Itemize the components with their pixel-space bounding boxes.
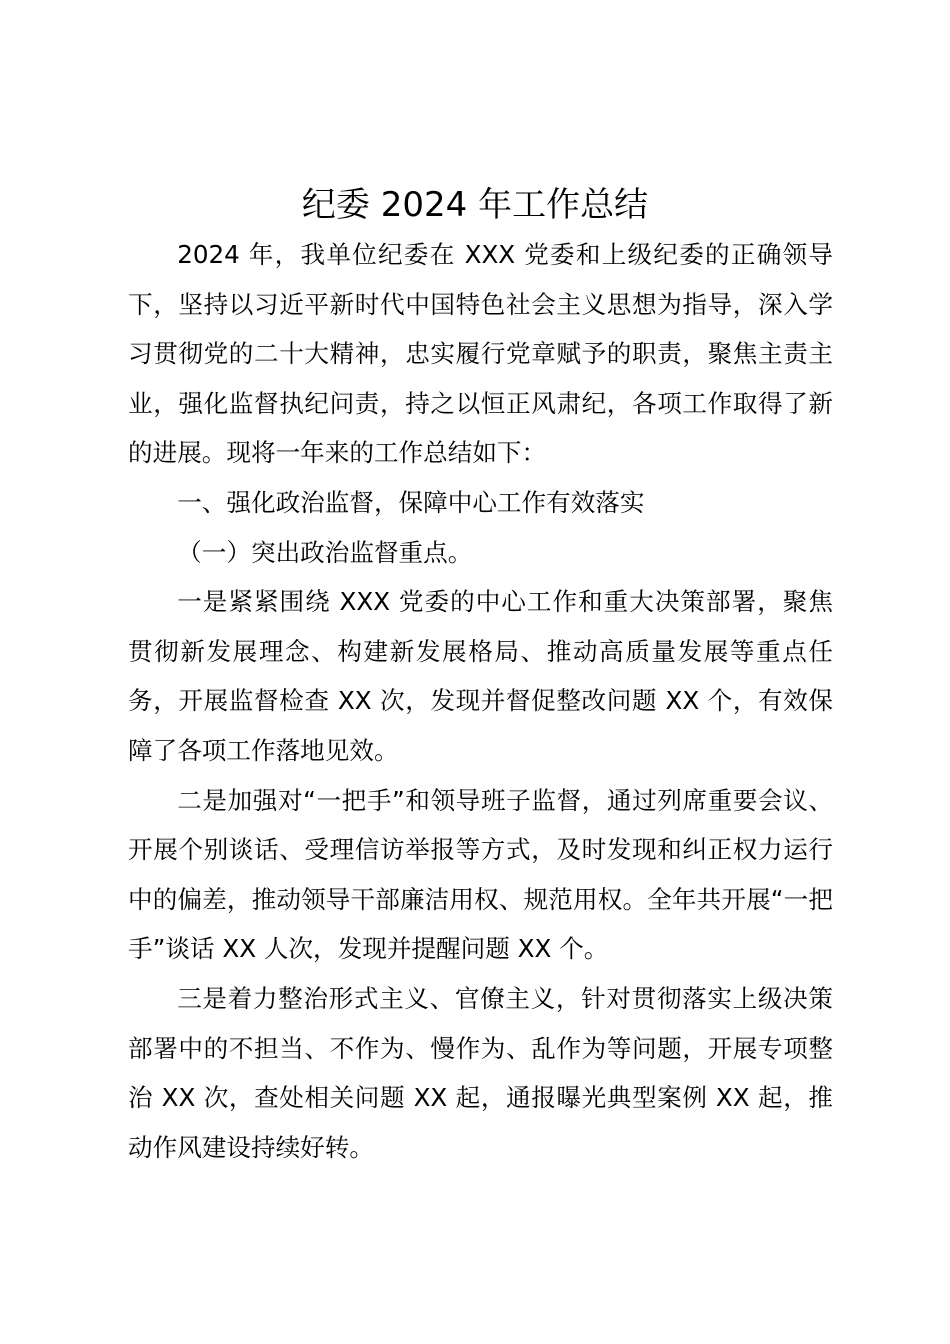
document-body <box>128 230 833 1172</box>
paragraph-intro: 2024 年，我单位纪委在 XXX 党委和上级纪委的正确领导下，坚持以习近平新时代中国特色社会主义思想为指导，深入学习贯彻党的二十大精神，忠实履行党章赋予的职责，聚焦主责主业，强化监督执纪问责，持之以恒正风肃纪，各项工作取得了新的进展。现将一年来的工作总结如下： <box>128 240 833 468</box>
paragraph-point-1: 一是紧紧围绕 XXX 党委的中心工作和重大决策部署，聚焦贯彻新发展理念、构建新发展格局、推动高质量发展等重点任务，开展监督检查 XX 次，发现并督促整改问题 XX 个，有效保障了各项工作落地见效。 <box>128 587 833 765</box>
section-heading-1: 一、强化政治监督，保障中心工作有效落实 <box>177 487 645 517</box>
paragraph-point-2: 二是加强对“一把手”和领导班子监督，通过列席重要会议、开展个别谈话、受理信访举报等方式，及时发现和纠正权力运行中的偏差，推动领导干部廉洁用权、规范用权。全年共开展“一把手”谈话 XX 人次，发现并提醒问题 XX 个。 <box>128 785 833 964</box>
subsection-heading-1: （一）突出政治监督重点。 <box>177 537 473 567</box>
paragraph-point-3: 三是着力整治形式主义、官僚主义，针对贯彻落实上级决策部署中的不担当、不作为、慢作为、乱作为等问题，开展专项整治 XX 次，查处相关问题 XX 起，通报曝光典型案例 XX 起，推动作风建设持续好转。 <box>128 983 833 1162</box>
document-title: 纪委 2024 年工作总结 <box>301 185 649 225</box>
